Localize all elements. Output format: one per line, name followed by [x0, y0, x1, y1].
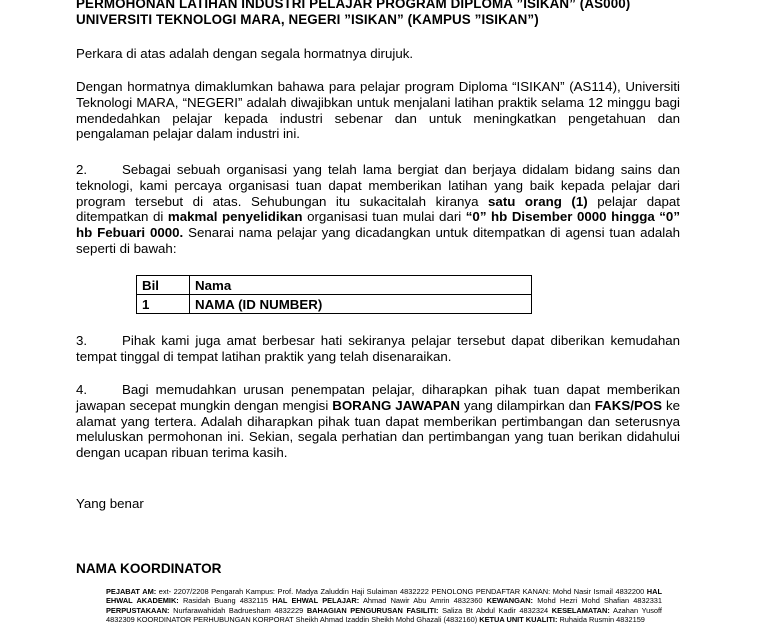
paragraph-2-text-a: Sebagai sebuah organisasi yang telah lama bergiat dan berjaya didalam bidang sains dan teknologi, kami percaya organisasi tuan dapat memberikan latihan yang baik kepada pelajar dari program tersebut di atas. Sehubungan itu sukacitalah kiranya: [76, 162, 680, 209]
footer-text: Azahan Yusoff 4832309 KOORDINATOR PERHUBUNGAN KORPORAT Sheikh Ahmad Izaddin Sheikh Mohd Ghazali (4832160): [106, 605, 662, 625]
footer-label: KESELAMATAN:: [551, 605, 610, 615]
paragraph-4-text-b: yang dilampirkan dan: [460, 397, 595, 413]
title-line-1: PERMOHONAN LATIHAN INDUSTRI PELAJAR PROGRAM DIPLOMA ”ISIKAN” (AS000): [76, 0, 631, 11]
table-header-row: [137, 276, 532, 295]
footer-text: Mohd Hezri Mohd Shafian 4832331: [533, 596, 663, 606]
table-row: [137, 295, 532, 314]
paragraph-2: [76, 162, 680, 257]
footer-label: HAL EHWAL PELAJAR:: [272, 596, 360, 606]
footer-label: HAL EHWAL AKADEMIK:: [106, 587, 662, 606]
footer-text: ext- 2207/2208 Pengarah Kampus: Prof. Madya Zaluddin Haji Sulaiman 4832222 PENOLONG PENDAFTAR KANAN: Mohd Nasir Ismail 4832200: [156, 587, 647, 596]
paragraph-3-number: 3.: [76, 333, 88, 348]
footer-label: PERPUSTAKAAN:: [106, 605, 170, 615]
closing-text: Yang benar: [76, 496, 144, 511]
paragraph-2-text-c: organisasi tuan mulai dari: [302, 209, 466, 225]
footer-text: Ahmad Nawir Abu Amrin 4832360: [359, 596, 487, 606]
greeting-paragraph: Perkara di atas adalah dengan segala hormatnya dirujuk.: [76, 46, 414, 61]
paragraph-4-text-a: Bagi memudahkan urusan penempatan pelajar, diharapkan pihak tuan dapat memberikan jawapan secepat mungkin dengan mengisi: [76, 382, 680, 413]
table-header-bil: Bil: [137, 276, 190, 295]
footer-text: Ruhaida Rusmin 4832159: [557, 615, 645, 625]
footer-label: PEJABAT AM:: [106, 587, 157, 596]
placement-location: makmal penyelidikan: [167, 209, 303, 225]
footer-label: KEWANGAN:: [486, 596, 534, 606]
paragraph-4: [76, 382, 680, 461]
paragraph-2-number: 2.: [76, 162, 88, 177]
table-cell-nama: NAMA (ID NUMBER): [190, 295, 532, 314]
footer-text: Saliza Bt Abdul Kadir 4832324: [438, 605, 552, 615]
paragraph-3: [76, 333, 680, 365]
table-header-nama: Nama: [190, 276, 532, 295]
footer-label: KETUA UNIT KUALITI:: [479, 615, 558, 625]
placement-dates: “0” hb Disember 0000 hingga “0” hb Febuari 0000.: [76, 209, 680, 241]
coordinator-name: NAMA KOORDINATOR: [76, 561, 222, 576]
paragraph-4-text-c: ke alamat yang tertera. Adalah diharapkan pihak tuan dapat memberikan pertimbangan dan seterusnya meluluskan permohonan ini. Sekian, segala perhatian dan pertimbangan yang tuan berikan didahului dengan ucapan ribuan terima kasih.: [76, 397, 681, 461]
student-count: satu orang (1): [488, 193, 588, 209]
footer-contacts: [106, 587, 662, 625]
paragraph-2-text-d: Senarai nama pelajar yang dicadangkan untuk ditempatkan di agensi tuan adalah seperti di bawah:: [76, 225, 681, 256]
footer-text: Nurfarawahidah Badruesham 4832229: [169, 605, 307, 615]
paragraph-4-number: 4.: [76, 382, 88, 397]
footer-text: Rasidah Buang 4832115: [178, 596, 273, 606]
paragraph-2-text-b: pelajar dapat ditempatkan di: [76, 193, 680, 225]
table-cell-bil: 1: [137, 295, 190, 314]
paragraph-3-text: Pihak kami juga amat berbesar hati sekiranya pelajar tersebut dapat diberikan kemudahan tempat tinggal di tempat latihan praktik yang telah disenaraikan.: [76, 333, 680, 364]
title-line-2: UNIVERSITI TEKNOLOGI MARA, NEGERI ”ISIKAN” (KAMPUS ”ISIKAN”): [76, 11, 539, 27]
fax-post-label: FAKS/POS: [594, 397, 663, 413]
response-form-label: BORANG JAWAPAN: [332, 397, 461, 413]
student-table: [136, 275, 532, 314]
letter-title: [76, 0, 680, 27]
footer-label: BAHAGIAN PENGURUSAN FASILITI:: [306, 605, 439, 615]
paragraph-1: Dengan hormatnya dimaklumkan bahawa para pelajar program Diploma “ISIKAN” (AS114), Universiti Teknologi MARA, “NEGERI” adalah diwajibkan untuk menjalani latihan praktik selama 12 minggu bagi mendedahkan pelajar kepada industri sebenar dan untuk meningkatkan pengetahuan dan pengalaman pelajar dalam industri ini.: [76, 79, 680, 142]
